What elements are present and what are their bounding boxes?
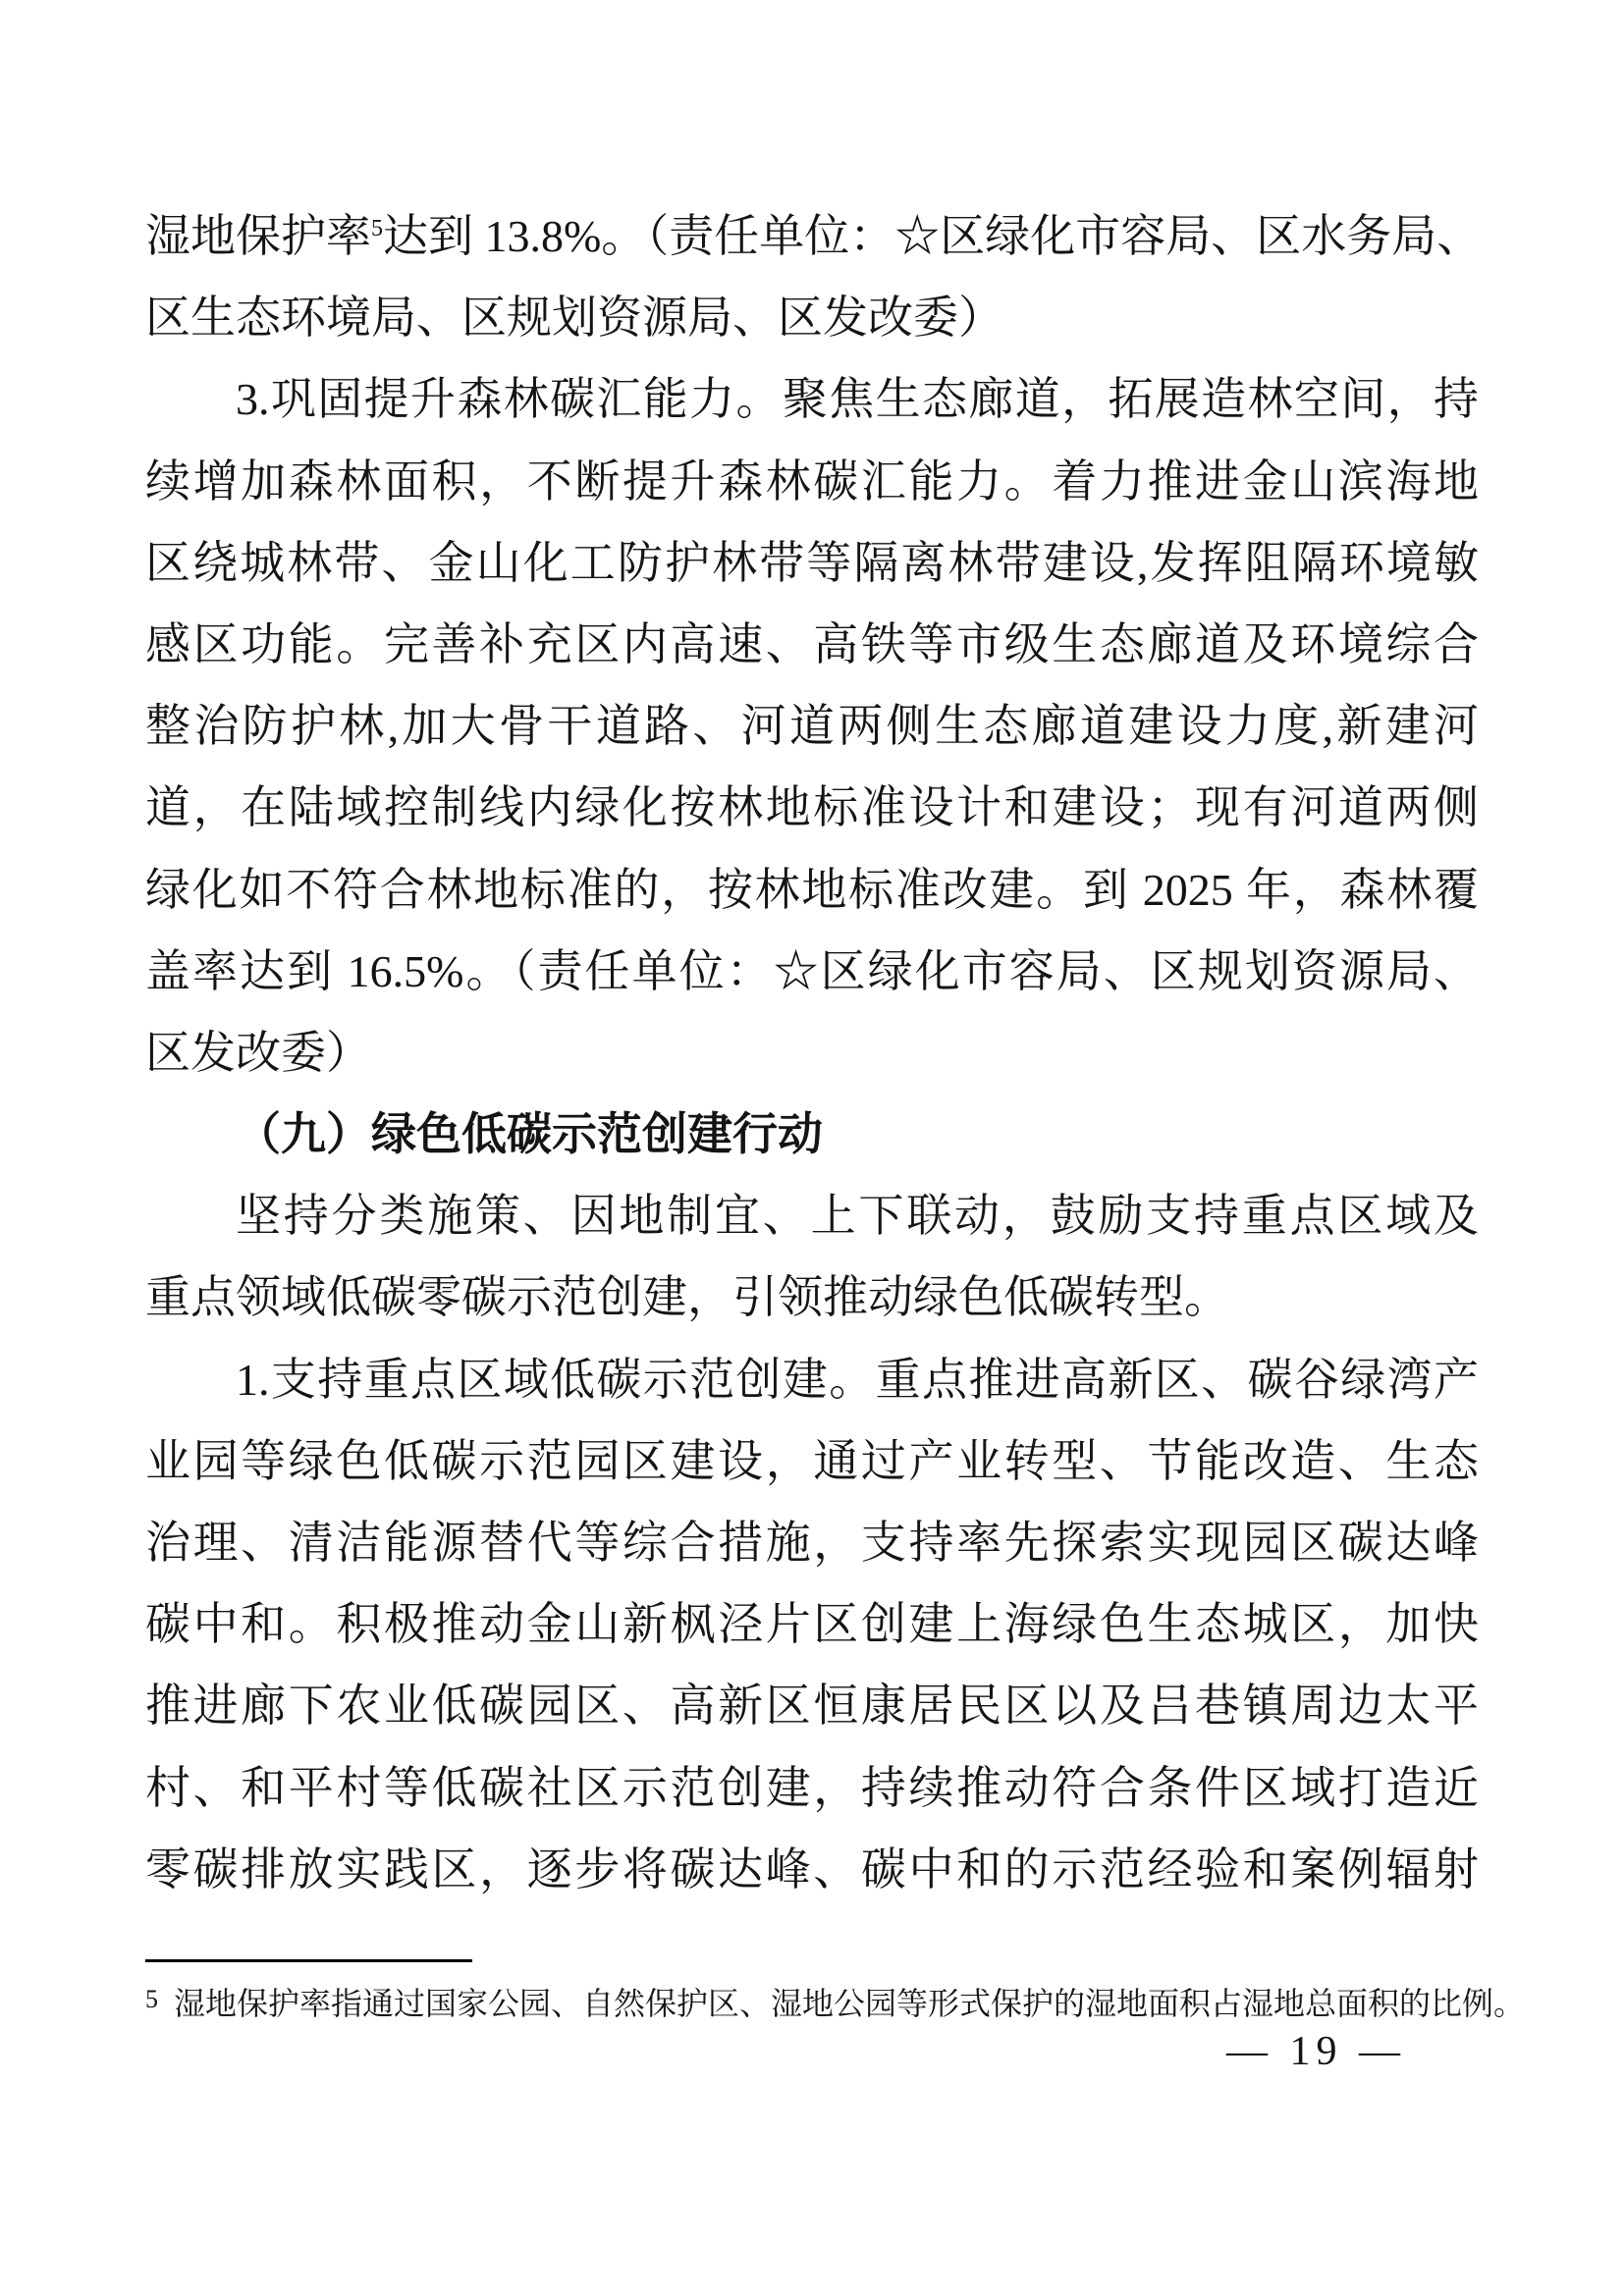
text-line: 村、和平村等低碳社区示范创建，持续推动符合条件区域打造近 <box>145 1762 1479 1813</box>
text-line: 推进廊下农业低碳园区、高新区恒康居民区以及吕巷镇周边太平 <box>145 1681 1479 1732</box>
text-line: 坚持分类施策、因地制宜、上下联动，鼓励支持重点区域及 <box>236 1191 1479 1242</box>
text-line: 感区功能。完善补充区内高速、高铁等市级生态廊道及环境综合 <box>145 618 1479 669</box>
text-line: 区生态环境局、区规划资源局、区发改委） <box>145 293 1003 344</box>
text-line: 3.巩固提升森林碳汇能力。聚焦生态廊道，拓展造林空间，持 <box>236 374 1479 425</box>
text-line: 区绕城林带、金山化工防护林带等隔离林带建设,发挥阻隔环境敏 <box>145 537 1479 588</box>
footnote-ref-5: 5 <box>371 216 383 241</box>
section-heading: （九）绿色低碳示范创建行动 <box>236 1109 823 1160</box>
text-line: 零碳排放实践区，逐步将碳达峰、碳中和的示范经验和案例辐射 <box>145 1843 1479 1895</box>
page-number: — 19 — <box>1226 2029 1406 2074</box>
text-line: 重点领域低碳零碳示范创建，引领推动绿色低碳转型。 <box>145 1272 1229 1323</box>
text-line: 1.支持重点区域低碳示范创建。重点推进高新区、碳谷绿湾产 <box>236 1354 1479 1405</box>
text-line: 道，在陆域控制线内绿化按林地标准设计和建设；现有河道两侧 <box>145 782 1479 833</box>
text-line: 碳中和。积极推动金山新枫泾片区创建上海绿色生态城区，加快 <box>145 1599 1479 1650</box>
text-line: 续增加森林面积，不断提升森林碳汇能力。着力推进金山滨海地 <box>145 455 1479 507</box>
line1-pre: 湿地保护率 <box>145 211 371 261</box>
footnote-block <box>145 1959 1526 2025</box>
text-line: 整治防护林,加大骨干道路、河道两侧生态廊道建设力度,新建河 <box>145 701 1479 752</box>
document-body <box>145 195 1483 1910</box>
footnote-text: 湿地保护率指通过国家公园、自然保护区、湿地公园等形式保护的湿地面积占湿地总面积的比例。 <box>174 1986 1526 2021</box>
footnote <box>145 1982 1526 2025</box>
text-line: 盖率达到 16.5%。（责任单位：☆区绿化市容局、区规划资源局、 <box>145 945 1479 996</box>
footnote-separator <box>145 1959 472 1962</box>
line1-post: 达到 13.8%。（责任单位：☆区绿化市容局、区水务局、 <box>382 211 1483 261</box>
text-line: 绿化如不符合林地标准的，按林地标准改建。到 2025 年，森林覆 <box>145 864 1479 915</box>
text-line: 治理、清洁能源替代等综合措施，支持率先探索实现园区碳达峰 <box>145 1518 1479 1568</box>
text-line: 业园等绿色低碳示范园区建设，通过产业转型、节能改造、生态 <box>145 1435 1479 1486</box>
text-line: 区发改委） <box>145 1027 371 1078</box>
footnote-marker: 5 <box>145 1985 158 2013</box>
text-line <box>145 195 1483 277</box>
